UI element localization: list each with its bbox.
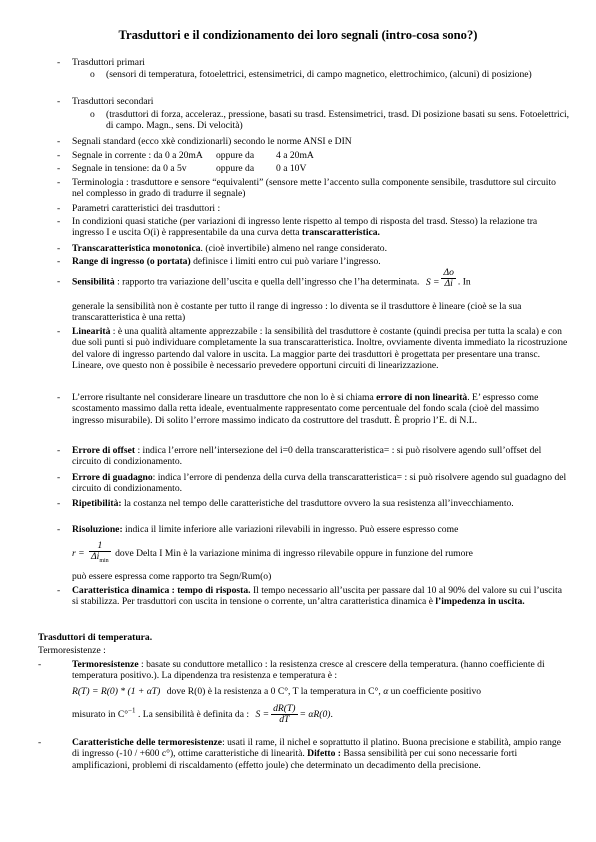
rtd-sensitivity-formula: $\frac{dR(T)}{dT}$ <box>273 703 296 725</box>
voltage-range-a: Segnale in tensione: da 0 a 5v <box>72 163 187 174</box>
list-item-text: Errore di guadagno: indica l’errore di pendenza della curva della transcaratteristica= : si può risolvere agendo sul guadagno del circuito di condizionamento. <box>72 472 567 495</box>
list-item-text: Parametri caratteristici dei trasduttori : <box>72 203 221 214</box>
bullet-circle: o <box>90 69 95 80</box>
list-item-text: In condizioni quasi statiche (per variazioni di ingresso lente rispetto al tempo di risposta del trasd. Stesso) la relazione tra ingresso I e uscita O(i) è rappresentabile da una curva detta transcaratteristica. <box>72 216 538 239</box>
rtd-formula: R(T) = R(0) * (1 + αT) <box>72 686 161 697</box>
list-item-text: Trasduttori secondari <box>72 96 154 107</box>
sub-item-text: (trasduttori di forza, acceleraz., pressione, basati su trasd. Estensimetrici, trasd. Di posizione basati su sens. Fotoelettrici, di campo. Magn., sens. Di velocità) <box>106 109 570 132</box>
voltage-range-c: 0 a 10V <box>276 163 307 174</box>
sub-heading: Termoresistenze : <box>38 645 106 656</box>
sensitivity-formula: $\frac{\Delta o}{\Delta i}$ <box>443 267 454 289</box>
list-item-text: Sensibilità : rapporto tra variazione dell’uscita e quella dell’ingresso che l’ha determinata. S = $\frac{\Delta o}{\Delta i}$ . In <box>72 267 471 289</box>
bullet-circle: o <box>90 109 95 120</box>
bullet-dash: - <box>38 737 42 748</box>
list-item-text: Segnali standard (ecco xkè condizionarli) secondo le norme ANSI e DIN <box>72 136 352 147</box>
document-page: Trasduttori e il condizionamento dei loro segnali (intro-cosa sono?) - Trasduttori primari o (sensori di temperatura, fotoelettrici, estensimetrici, di campo magnetico, elettrochimico, (alcuni) di posizione) - Trasduttori secondari o (trasduttori di forza, acceleraz., pressione, basati su trasd. Estensimetrici, trasd. Di posizione basati su sens. Fotoelettrici, di campo. Magn., sens. Di velocità) - Segnali standard (ecco xkè condizionarli) secondo le norme ANSI e DIN - Segnale in corrente : da 0 a 20mA oppure da 4 a 20mA - Segnale in tensione: da 0 a 5v oppure da 0 a 10V - Terminologia : trasduttore e sensore “equivalenti” (sensore mette l’accento sulla componente sensibile, trasduttore sul circuito nel complesso in grado di tradurre il segnale) - Parametri caratteristici dei trasduttori : - In condizioni quasi statiche (per variazioni di ingresso lente rispetto al tempo di risposta del trasd. Stesso) la relazione tra ingresso I e uscita O(i) è rappresentabile da una curva detta transcaratteristica. - Transcaratteristica monotonica. (cioè invertibile) almeno nel range considerato. - Range di ingresso (o portata) definisce i limiti entro cui può variare l’ingresso. - Sensibilità : rapporto tra variazione dell’uscita e quella dell’ingresso che l’ha determinata. S = $\frac{\Delta o}{\Delta i}$ . In generale la sensibilità non è costante per tutto il range di ingresso : lo diventa se il trasduttore è lineare (cioè se la sua transcaratteristica è una retta) - Linearità : è una qualità altamente apprezzabile : la sensibilità del trasduttore è costante (quindi precisa per tutta la scala) e con due soli punti si può individuare completamente la sua transcaratteristica. Inoltre, ovviamente diventa immediato la ricostruzione del valore di ingresso partendo dal valore in uscita. La maggior parte dei trasduttori è progettata per presentare una transc. Lineare, ove questo non è possibile è necessario prevedere opportuni circuiti di linearizzazione. - L’errore risultante nel considerare lineare un trasduttore che non lo è si chiama errore di non linearità. E’ espresso come scostamento massimo dalla retta ideale, eventualmente rappresentato come percentuale del fondo scala (cioè del massimo ingresso misurabile). Di solito l’errore massimo indicato da costruttore del trasdutt. È proprio l’E. di N.L. - Errore di offset : indica l’errore nell’intersezione del i=0 della transcaratteristica= : si può risolvere agendo sull’offset del circuito di condizionamento. - Errore di guadagno: indica l’errore di pendenza della curva della transcaratteristica= : si può risolvere agendo sul guadagno del circuito di condizionamento. - Ripetibilità: la costanza nel tempo delle caratteristiche del trasduttore ovvero la sua resistenza all’invecchiamento. - Risoluzione: indica il limite inferiore alle variazioni rilevabili in ingresso. Può essere espresso come r = $\frac{1}{\Delta i_{min}}$ dove Delta I Min è la variazione minima di ingresso rilevabile oppure in funzione del rumore può essere espressa come rapporto tra Segn/Rum(o) - Caratteristica dinamica : tempo di risposta. Il tempo necessario all’uscita per passare dal 10 al 90% del valore su cui l’uscita si stabilizza. Per trasduttori con uscita in tensione o corrente, un’altra caratteristica dinamica è l’impedenza in uscita. Trasduttori di temperatura. Termoresistenze : - Termoresistenze : basate su conduttore metallico : la resistenza cresce al crescere della temperatura. (hanno coefficiente di temperatura positivo.). La dipendenza tra resistenza e temperatura è : R(T) = R(0) * (1 + αT) dove R(0) è la resistenza a 0 C°, T la temperatura in C°, α un coefficiente positivo misurato in C°$^{-1}$ . La sensibilità è definita da : S = $\frac{dR(T)}{dT}$ = αR(0). - Caratteristiche delle termoresistenze: usati il rame, il nichel e soprattutto il platino. Buona precisione e stabilità, ampio range di ingresso (-10 / +600 c°), ottime caratteristiche di linearità. Difetto : Bassa sensibilità per cui sono necessarie forti amplificazioni, problemi di riscaldamento (effetto joule) che determinato un decadimento della precisione. <box>0 0 596 842</box>
list-item-text: Trasduttori primari <box>72 57 145 68</box>
bullet-dash: - <box>57 96 61 107</box>
sub-item-text: (sensori di temperatura, fotoelettrici, estensimetrici, di campo magnetico, elettrochimico, (alcuni) di posizione) <box>106 69 532 80</box>
current-range-a: Segnale in corrente : da 0 a 20mA <box>72 150 203 161</box>
current-range-b: oppure da <box>216 150 255 161</box>
list-item-text: Ripetibilità: la costanza nel tempo delle caratteristiche del trasduttore ovvero la sua resistenza all’invecchiamento. <box>72 498 514 509</box>
current-range-c: 4 a 20mA <box>276 150 314 161</box>
list-item-text: Range di ingresso (o portata) definisce i limiti entro cui può variare l’ingresso. <box>72 256 381 267</box>
section-heading: Trasduttori di temperatura. <box>38 632 153 643</box>
list-item-text: Caratteristiche delle termoresistenze: usati il rame, il nichel e soprattutto il platino. Buona precisione e stabilità, ampio range di ingresso (-10 / +600 c°), ottime caratteristiche di linearità. Difetto : Bassa sensibilità per cui sono necessarie forti amplificazioni, problemi di riscaldamento (effetto joule) che determinato un decadimento della precisione. <box>72 737 561 771</box>
bullet-dash: - <box>57 57 61 68</box>
resolution-formula-lhs: r = <box>72 547 85 559</box>
list-item-text: Termoresistenze : basate su conduttore metallico : la resistenza cresce al crescere della temperatura. (hanno coefficiente di temperatura positivo.). La dipendenza tra resistenza e temperatura è : <box>72 659 545 682</box>
sensitivity-formula-lhs: S = <box>425 276 440 288</box>
list-item-text: Errore di offset : indica l’errore nell’intersezione del i=0 della transcaratteristica= : si può risolvere agendo sull’offset del circuito di condizionamento. <box>72 445 542 468</box>
resolution-formula: $\frac{1}{\Delta i_{min}}$ <box>91 540 109 564</box>
list-item-text: L’errore risultante nel considerare lineare un trasduttore che non lo è si chiama errore di non linearità. E’ espresso come scostamento massimo dalla retta ideale, eventualmente rappresentato come percentuale del fondo scala (cioè del massimo ingresso misurabile). Di solito l’errore massimo indicato da costruttore del trasdutt. È proprio l’E. di N.L. <box>72 392 539 426</box>
list-item-text: Terminologia : trasduttore e sensore “equivalenti” (sensore mette l’accento sulla componente sensibile, trasduttore sul circuito nel complesso in grado di tradurre il segnale) <box>72 177 556 200</box>
list-item-text: Transcaratteristica monotonica. (cioè invertibile) almeno nel range considerato. <box>72 243 387 254</box>
list-item-text: Linearità : è una qualità altamente apprezzabile : la sensibilità del trasduttore è costante (quindi precisa per tutta la scala) e con due soli punti si può individuare completamente la sua transcaratteristica. Inoltre, ovviamente diventa immediato la ricostruzione del valore di ingresso partendo dal valore in uscita. La maggior parte dei trasduttori è progettata per presentare una transc. Lineare, ove questo non è possibile è necessario prevedere opportuni circuiti di linearizzazione. <box>72 326 568 372</box>
list-item-text: Risoluzione: indica il limite inferiore alle variazioni rilevabili in ingresso. Può essere espresso come <box>72 524 459 535</box>
list-item-text: Caratteristica dinamica : tempo di risposta. Il tempo necessario all’uscita per passare dal 10 al 90% del valore su cui l’uscita si stabilizza. Per trasduttori con uscita in tensione o corrente, un’altra caratteristica dinamica è l’impedenza in uscita. <box>72 585 562 608</box>
page-title: Trasduttori e il condizionamento dei loro segnali (intro-cosa sono?) <box>118 28 478 42</box>
bullet-dash: - <box>38 659 42 670</box>
voltage-range-b: oppure da <box>216 163 255 174</box>
